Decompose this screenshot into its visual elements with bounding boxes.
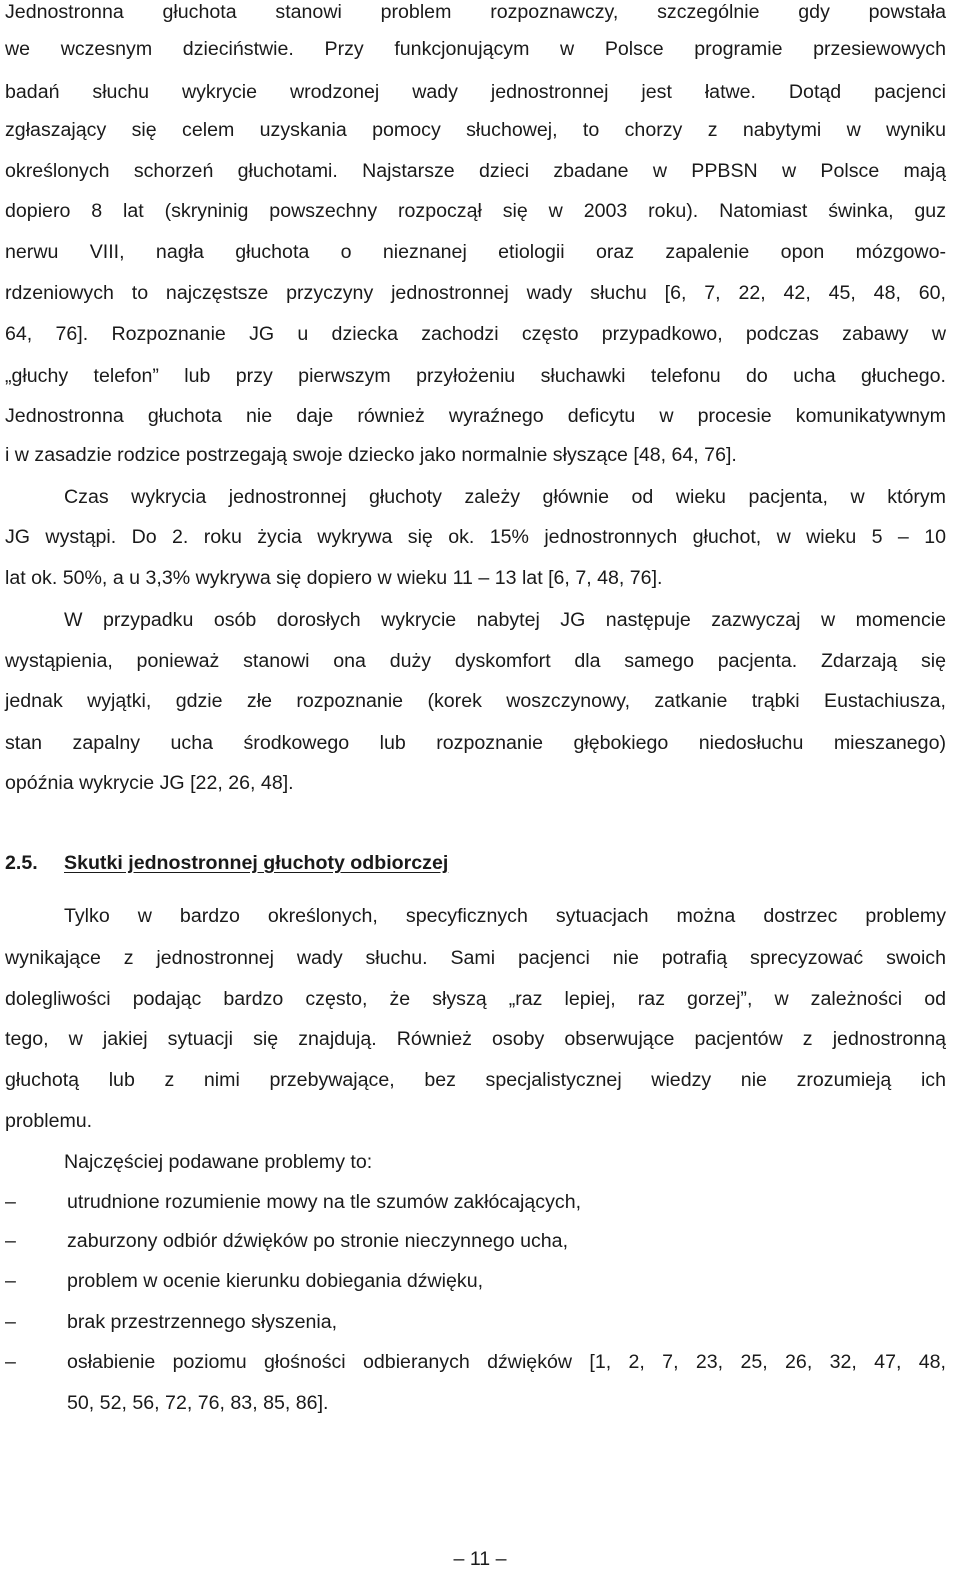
text-line: problemu. <box>5 1110 93 1132</box>
text-line: Jednostronna głuchota nie daje również wyraźnego deficytu w procesie komunikatywnym <box>5 405 946 427</box>
text-line: 64, 76]. Rozpoznanie JG u dziecka zachodzi często przypadkowo, podczas zabawy w <box>5 323 946 345</box>
dash-bullet: – <box>5 1191 16 1213</box>
text-line: opóźnia wykrycie JG [22, 26, 48]. <box>5 772 294 794</box>
dash-bullet: – <box>5 1351 16 1373</box>
text-line: dopiero 8 lat (skryninig powszechny rozpoczął się w 2003 roku). Natomiast świnka, guz <box>5 200 946 222</box>
list-item-text: brak przestrzennego słyszenia, <box>67 1311 338 1333</box>
text-line: głuchotą lub z nimi przebywające, bez specjalistycznej wiedzy nie zrozumieją ich <box>5 1069 946 1091</box>
text-line: zgłaszający się celem uzyskania pomocy słuchowej, to chorzy z nabytymi w wyniku <box>5 119 946 141</box>
section-heading <box>5 851 448 875</box>
dash-bullet: – <box>5 1230 16 1252</box>
section-number: 2.5. <box>5 852 38 874</box>
list-item-text: utrudnione rozumienie mowy na tle szumów zakłócających, <box>67 1191 582 1213</box>
text-line: stan zapalny ucha środkowego lub rozpoznanie głębokiego niedosłuchu mieszanego) <box>5 732 946 754</box>
text-line: rdzeniowych to najczęstsze przyczyny jednostronnej wady słuchu [6, 7, 22, 42, 45, 48, 60, <box>5 282 946 304</box>
text-line: jednak wyjątki, gdzie złe rozpoznanie (korek woszczynowy, zatkanie trąbki Eustachiusza, <box>5 690 946 712</box>
text-line: badań słuchu wykrycie wrodzonej wady jednostronnej jest łatwe. Dotąd pacjenci <box>5 81 946 103</box>
text-line: we wczesnym dzieciństwie. Przy funkcjonującym w Polsce programie przesiewowych <box>5 38 946 60</box>
dash-bullet: – <box>5 1311 16 1333</box>
text-line: tego, w jakiej sytuacji się znajdują. Również osoby obserwujące pacjentów z jednostronną <box>5 1028 946 1050</box>
dash-bullet: – <box>5 1270 16 1292</box>
text-line: Tylko w bardzo określonych, specyficznych sytuacjach można dostrzec problemy <box>64 905 946 927</box>
list-item-text: 50, 52, 56, 72, 76, 83, 85, 86]. <box>67 1392 329 1414</box>
list-item-text: problem w ocenie kierunku dobiegania dźwięku, <box>67 1270 484 1292</box>
page-number: – 11 – <box>453 1548 507 1570</box>
text-line: wystąpienia, ponieważ stanowi ona duży dyskomfort dla samego pacjenta. Zdarzają się <box>5 650 946 672</box>
text-line: dolegliwości podając bardzo często, że słyszą „raz lepiej, raz gorzej”, w zależności od <box>5 988 946 1010</box>
text-line: lat ok. 50%, a u 3,3% wykrywa się dopiero w wieku 11 – 13 lat [6, 7, 48, 76]. <box>5 567 663 589</box>
list-item-text: osłabienie poziomu głośności odbieranych dźwięków [1, 2, 7, 23, 25, 26, 32, 47, 48, <box>67 1351 946 1373</box>
list-intro: Najczęściej podawane problemy to: <box>64 1151 373 1173</box>
text-line: nerwu VIII, nagła głuchota o nieznanej etiologii oraz zapalenie opon mózgowo- <box>5 241 946 263</box>
text-line: Jednostronna głuchota stanowi problem rozpoznawczy, szczególnie gdy powstała <box>5 1 946 23</box>
text-line: Czas wykrycia jednostronnej głuchoty zależy głównie od wieku pacjenta, w którym <box>64 486 946 508</box>
list-item-text: zaburzony odbiór dźwięków po stronie nieczynnego ucha, <box>67 1230 569 1252</box>
text-line: wynikające z jednostronnej wady słuchu. Sami pacjenci nie potrafią sprecyzować swoich <box>5 947 946 969</box>
section-title: Skutki jednostronnej głuchoty odbiorczej <box>64 852 449 874</box>
text-line: JG wystąpi. Do 2. roku życia wykrywa się ok. 15% jednostronnych głuchot, w wieku 5 – 10 <box>5 526 946 548</box>
text-line: W przypadku osób dorosłych wykrycie nabytej JG następuje zazwyczaj w momencie <box>64 609 946 631</box>
text-line: „głuchy telefon” lub przy pierwszym przyłożeniu słuchawki telefonu do ucha głuchego. <box>5 365 946 387</box>
text-line: określonych schorzeń głuchotami. Najstarsze dzieci zbadane w PPBSN w Polsce mają <box>5 160 946 182</box>
text-line: i w zasadzie rodzice postrzegają swoje dziecko jako normalnie słyszące [48, 64, 76]. <box>5 444 737 466</box>
